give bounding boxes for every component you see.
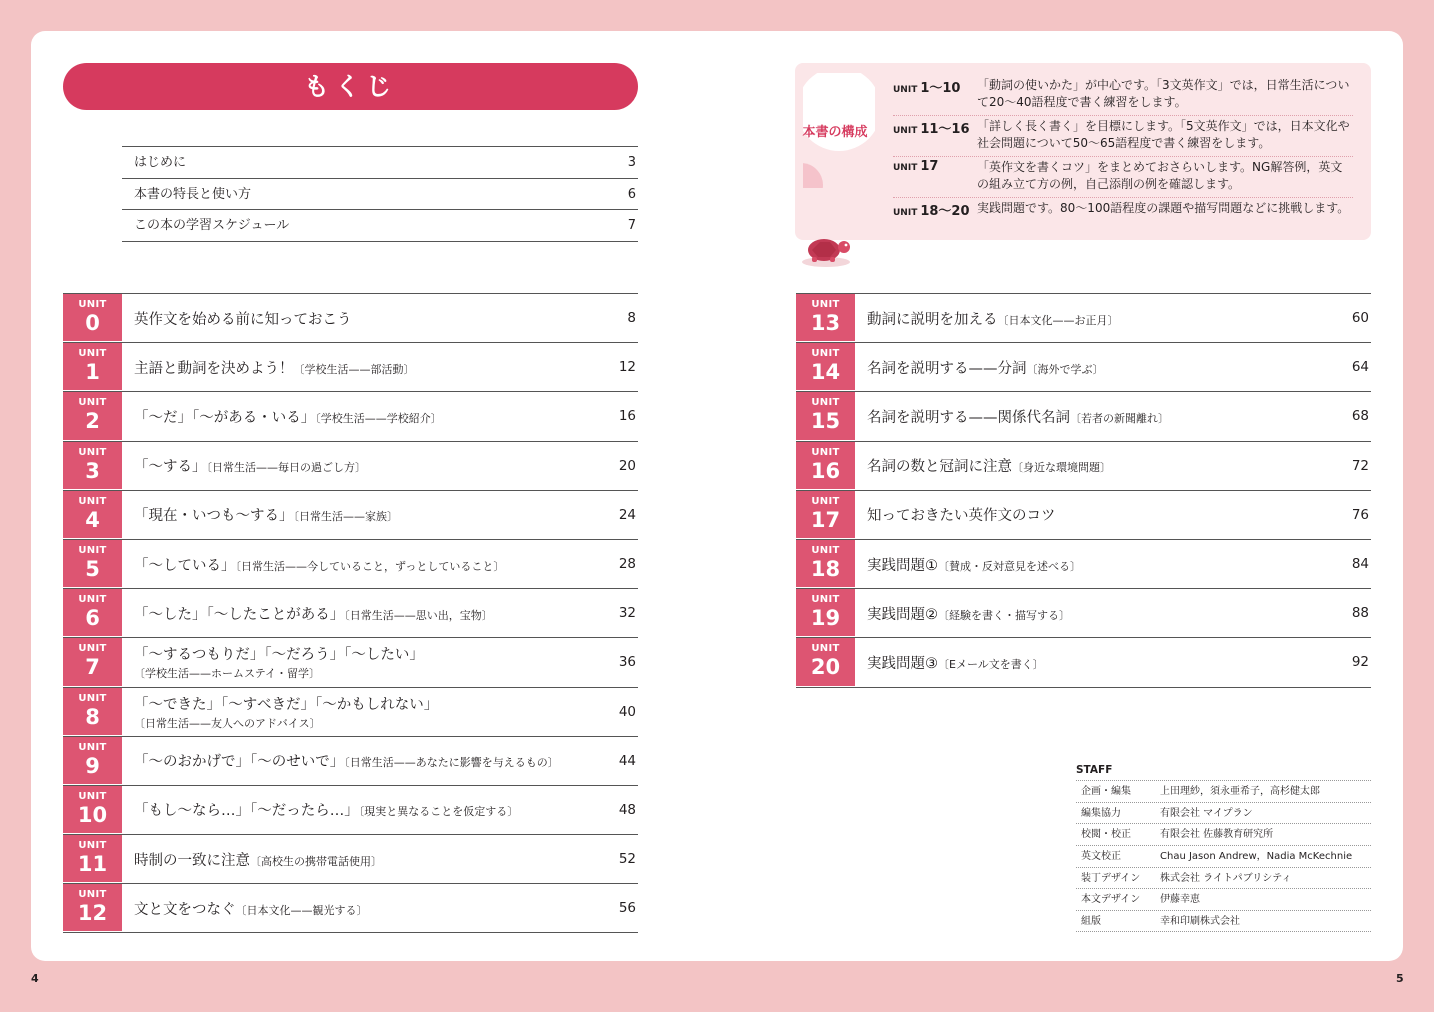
unit-topic: 〔高校生の携帯電話使用〕 <box>250 854 382 868</box>
unit-title: 「〜している」 <box>134 557 236 574</box>
unit-badge <box>63 589 122 637</box>
unit-page: 20 <box>618 457 636 474</box>
staff-name: 幸和印刷株式会社 <box>1160 916 1240 928</box>
unit-label: UNIT <box>811 348 840 360</box>
unit-number: 2 <box>85 409 100 434</box>
contents-title: もくじ <box>63 63 638 110</box>
unit-badge <box>63 835 122 883</box>
structure-unit-range: UNIT 1〜10 <box>893 81 961 96</box>
unit-page: 36 <box>618 654 636 671</box>
units-list-right <box>796 293 1371 688</box>
unit-page: 44 <box>618 752 636 769</box>
right-page-number: 5 <box>1396 972 1404 985</box>
unit-number: 7 <box>85 655 100 680</box>
unit-row[interactable] <box>796 343 1371 392</box>
unit-label: UNIT <box>78 692 107 704</box>
unit-title: 実践問題② <box>867 606 938 623</box>
unit-page: 8 <box>627 310 636 326</box>
structure-description: 「英作文を書くコツ」をまとめておさらいします。NG解答例，英文の組み立て方の例，自己添削の例を確認します。 <box>977 160 1343 191</box>
unit-number: 14 <box>810 360 841 385</box>
structure-rows <box>893 75 1353 223</box>
unit-badge <box>796 442 855 490</box>
unit-topic: 〔日常生活——思い出，宝物〕 <box>344 608 493 622</box>
unit-page: 16 <box>618 408 636 425</box>
staff-row <box>1076 823 1371 845</box>
unit-badge <box>63 786 122 834</box>
unit-badge <box>63 442 122 490</box>
staff-name: Chau Jason Andrew，Nadia McKechnie <box>1160 851 1353 863</box>
unit-number: 11 <box>77 852 108 877</box>
unit-topic: 〔若者の新聞離れ〕 <box>1070 411 1169 425</box>
staff-role: 本文デザイン <box>1081 894 1141 906</box>
unit-badge <box>63 688 122 736</box>
unit-badge <box>796 638 855 686</box>
structure-unit-range: UNIT 18〜20 <box>893 204 970 219</box>
unit-text <box>122 688 598 736</box>
unit-number: 1 <box>85 360 100 385</box>
unit-text <box>122 343 598 391</box>
unit-title: 実践問題③ <box>867 655 938 672</box>
unit-badge <box>796 589 855 637</box>
unit-label: UNIT <box>78 790 107 802</box>
staff-name: 有限会社 マイプラン <box>1160 807 1253 819</box>
unit-title: 「〜だ」「〜がある・いる」 <box>134 409 316 426</box>
unit-number: 10 <box>77 802 108 827</box>
unit-text <box>855 294 1331 342</box>
unit-title: 「〜するつもりだ」「〜だろう」「〜したい」 <box>134 647 424 664</box>
staff-role: 企画・編集 <box>1081 786 1131 797</box>
unit-row[interactable] <box>63 491 638 540</box>
turtle-icon <box>800 230 860 270</box>
unit-page: 24 <box>618 506 636 523</box>
staff-row <box>1076 910 1371 932</box>
unit-title: 「〜した」「〜したことがある」 <box>134 606 345 623</box>
unit-topic: 〔学校生活——ホームステイ・留学〕 <box>134 667 321 681</box>
unit-badge <box>796 294 855 342</box>
unit-topic: 〔学校生活——学校紹介〕 <box>315 411 442 425</box>
structure-description: 実践問題です。80〜100語程度の課題や描写問題などに挑戦します。 <box>977 201 1350 215</box>
staff-row <box>1076 780 1371 802</box>
unit-row[interactable] <box>796 491 1371 540</box>
staff-title: STAFF <box>1076 764 1113 776</box>
unit-text <box>122 294 598 342</box>
unit-page: 68 <box>1351 408 1369 425</box>
unit-topic: 〔日常生活——毎日の過ごし方〕 <box>206 461 366 475</box>
unit-row[interactable] <box>796 589 1371 638</box>
unit-text <box>855 442 1331 490</box>
unit-number: 4 <box>85 507 100 532</box>
unit-row[interactable] <box>796 294 1371 343</box>
unit-badge <box>63 638 122 686</box>
unit-badge <box>63 491 122 539</box>
unit-title: 英作文を始める前に知っておこう <box>134 311 352 328</box>
staff-role: 校閲・校正 <box>1081 829 1131 841</box>
unit-row[interactable] <box>63 884 638 933</box>
structure-row <box>893 198 1353 223</box>
structure-title: 本書の構成 <box>802 125 868 140</box>
unit-title: 名詞の数と冠詞に注意 <box>867 459 1012 476</box>
unit-topic: 〔日常生活——あなたに影響を与えるもの〕 <box>344 756 559 770</box>
unit-page: 28 <box>618 555 636 572</box>
structure-unit-range: UNIT 11〜16 <box>893 122 970 137</box>
unit-page: 76 <box>1351 506 1369 523</box>
unit-number: 5 <box>85 556 100 581</box>
unit-row[interactable] <box>796 442 1371 491</box>
unit-page: 40 <box>618 703 636 720</box>
structure-description: 「詳しく長く書く」を目標にします。「5文英作文」では，日本文化や社会問題について50〜65語程度で書く練習をします。 <box>977 119 1350 150</box>
unit-row[interactable] <box>63 638 638 687</box>
unit-page: 12 <box>618 359 636 376</box>
unit-label: UNIT <box>811 594 840 606</box>
unit-text <box>122 884 598 932</box>
unit-badge <box>63 392 122 440</box>
unit-page: 52 <box>618 851 636 868</box>
unit-badge <box>63 737 122 785</box>
unit-label: UNIT <box>811 544 840 556</box>
unit-text <box>855 540 1331 588</box>
staff-role: 編集協力 <box>1081 807 1121 819</box>
unit-badge <box>796 540 855 588</box>
unit-number: 3 <box>85 458 100 483</box>
unit-number: 20 <box>810 655 841 680</box>
unit-number: 12 <box>77 901 108 926</box>
unit-text <box>855 392 1331 440</box>
unit-text <box>122 786 598 834</box>
unit-label: UNIT <box>811 643 840 655</box>
staff-name: 有限会社 佐藤教育研究所 <box>1160 829 1274 841</box>
unit-title: 「〜できた」「〜すべきだ」「〜かもしれない」 <box>134 696 439 713</box>
unit-label: UNIT <box>811 397 840 409</box>
unit-page: 88 <box>1351 605 1369 622</box>
intro-list <box>122 146 638 242</box>
intro-item[interactable]: 本書の特長と使い方 6 <box>122 179 638 211</box>
unit-text <box>122 392 598 440</box>
staff-row <box>1076 802 1371 824</box>
staff-name: 上田理紗，須永亜希子，高杉健太郎 <box>1160 786 1320 797</box>
unit-badge <box>63 294 122 342</box>
unit-label: UNIT <box>78 889 107 901</box>
unit-text <box>122 491 598 539</box>
unit-badge <box>796 392 855 440</box>
unit-number: 9 <box>85 753 100 778</box>
unit-title: 主語と動詞を決めよう！ <box>134 360 294 377</box>
unit-number: 19 <box>810 606 841 631</box>
unit-text <box>855 589 1331 637</box>
unit-title: 名詞を説明する——分詞 <box>867 360 1027 377</box>
unit-label: UNIT <box>811 446 840 458</box>
unit-number: 13 <box>810 311 841 335</box>
unit-row[interactable] <box>63 392 638 441</box>
unit-row[interactable] <box>63 442 638 491</box>
unit-text <box>122 442 598 490</box>
unit-label: UNIT <box>78 446 107 458</box>
unit-text <box>122 589 598 637</box>
unit-topic: 〔日本文化——観光する〕 <box>235 903 368 917</box>
unit-label: UNIT <box>811 495 840 507</box>
staff-name: 株式会社 ライトパブリシティ <box>1160 872 1292 884</box>
unit-text <box>122 540 598 588</box>
unit-title: 文と文をつなぐ <box>134 901 236 918</box>
unit-label: UNIT <box>78 495 107 507</box>
book-structure-panel <box>795 63 1371 240</box>
unit-number: 15 <box>810 409 841 434</box>
staff-role: 英文校正 <box>1081 851 1121 863</box>
unit-row[interactable] <box>63 835 638 884</box>
unit-row[interactable] <box>63 688 638 737</box>
unit-topic: 〔賛成・反対意見を述べる〕 <box>938 559 1081 573</box>
unit-label: UNIT <box>78 741 107 753</box>
unit-page: 60 <box>1351 310 1369 326</box>
unit-label: UNIT <box>78 299 107 310</box>
unit-page: 92 <box>1351 654 1369 671</box>
unit-number: 6 <box>85 606 100 631</box>
unit-label: UNIT <box>78 397 107 409</box>
unit-text <box>855 491 1331 539</box>
unit-title: 「〜のおかげで」「〜のせいで」 <box>134 754 345 771</box>
unit-badge <box>63 343 122 391</box>
unit-row[interactable] <box>796 540 1371 589</box>
unit-number: 16 <box>810 458 841 483</box>
unit-page: 64 <box>1351 359 1369 376</box>
unit-topic: 〔現実と異なることを仮定する〕 <box>358 805 519 819</box>
unit-title: 実践問題① <box>867 557 938 574</box>
unit-label: UNIT <box>78 544 107 556</box>
units-list-left <box>63 293 638 933</box>
unit-row[interactable] <box>63 540 638 589</box>
unit-title: 「現在・いつも〜する」 <box>134 508 294 525</box>
staff-row <box>1076 845 1371 867</box>
unit-text <box>855 638 1331 686</box>
structure-row <box>893 157 1353 198</box>
unit-text <box>855 343 1331 391</box>
structure-unit-range: UNIT 17 <box>893 159 939 174</box>
structure-row <box>893 75 1353 116</box>
unit-row[interactable] <box>63 786 638 835</box>
unit-topic: 〔経験を書く・描写する〕 <box>938 608 1070 622</box>
unit-number: 17 <box>810 507 841 532</box>
unit-topic: 〔学校生活——部活動〕 <box>293 362 415 376</box>
unit-page: 84 <box>1351 555 1369 572</box>
unit-row[interactable] <box>796 638 1371 687</box>
unit-title: 「〜する」 <box>134 459 207 476</box>
unit-title: 名詞を説明する——関係代名詞 <box>867 409 1070 426</box>
intro-item[interactable]: この本の学習スケジュール 7 <box>122 210 638 242</box>
unit-row[interactable] <box>63 589 638 638</box>
staff-role: 組版 <box>1081 916 1101 928</box>
unit-label: UNIT <box>78 643 107 655</box>
unit-badge <box>63 540 122 588</box>
unit-topic: 〔海外で学ぶ〕 <box>1026 362 1104 376</box>
unit-row[interactable] <box>63 294 638 343</box>
unit-topic: 〔日本文化——お正月〕 <box>997 313 1119 327</box>
unit-title: 「もし〜なら…」「〜だったら…」 <box>134 803 359 820</box>
unit-title: 知っておきたい英作文のコツ <box>867 508 1056 525</box>
structure-description: 「動詞の使いかた」が中心です。「3文英作文」では，日常生活について20〜40語程度で書く練習をします。 <box>977 78 1350 109</box>
unit-page: 56 <box>618 900 636 917</box>
unit-topic: 〔日常生活——友人へのアドバイス〕 <box>134 716 321 730</box>
unit-page: 48 <box>618 801 636 818</box>
unit-row[interactable] <box>63 737 638 786</box>
unit-topic: 〔Eメール文を書く〕 <box>938 657 1044 671</box>
unit-text <box>122 835 598 883</box>
unit-badge <box>796 343 855 391</box>
unit-topic: 〔身近な環境問題〕 <box>1012 461 1111 475</box>
unit-topic: 〔日常生活——家族〕 <box>293 510 398 524</box>
unit-badge <box>796 491 855 539</box>
staff-row <box>1076 867 1371 889</box>
staff-row <box>1076 888 1371 910</box>
unit-topic: 〔日常生活——今していること，ずっとしていること〕 <box>235 559 505 573</box>
unit-label: UNIT <box>811 299 840 310</box>
unit-number: 18 <box>810 556 841 581</box>
intro-item[interactable]: はじめに 3 <box>122 147 638 179</box>
staff-credits <box>1076 764 1371 932</box>
unit-badge <box>63 884 122 932</box>
structure-row <box>893 116 1353 157</box>
unit-page: 72 <box>1351 457 1369 474</box>
unit-title: 動詞に説明を加える <box>867 311 998 328</box>
staff-name: 伊藤幸恵 <box>1160 894 1200 906</box>
unit-page: 32 <box>618 605 636 622</box>
unit-number: 0 <box>85 311 100 335</box>
unit-text <box>122 638 598 686</box>
unit-label: UNIT <box>78 594 107 606</box>
unit-label: UNIT <box>78 840 107 852</box>
unit-label: UNIT <box>78 348 107 360</box>
unit-title: 時制の一致に注意 <box>134 852 250 869</box>
unit-row[interactable] <box>796 392 1371 441</box>
unit-text <box>122 737 598 785</box>
unit-number: 8 <box>85 704 100 729</box>
unit-row[interactable] <box>63 343 638 392</box>
left-page-number: 4 <box>31 972 39 985</box>
staff-role: 装丁デザイン <box>1081 872 1141 884</box>
